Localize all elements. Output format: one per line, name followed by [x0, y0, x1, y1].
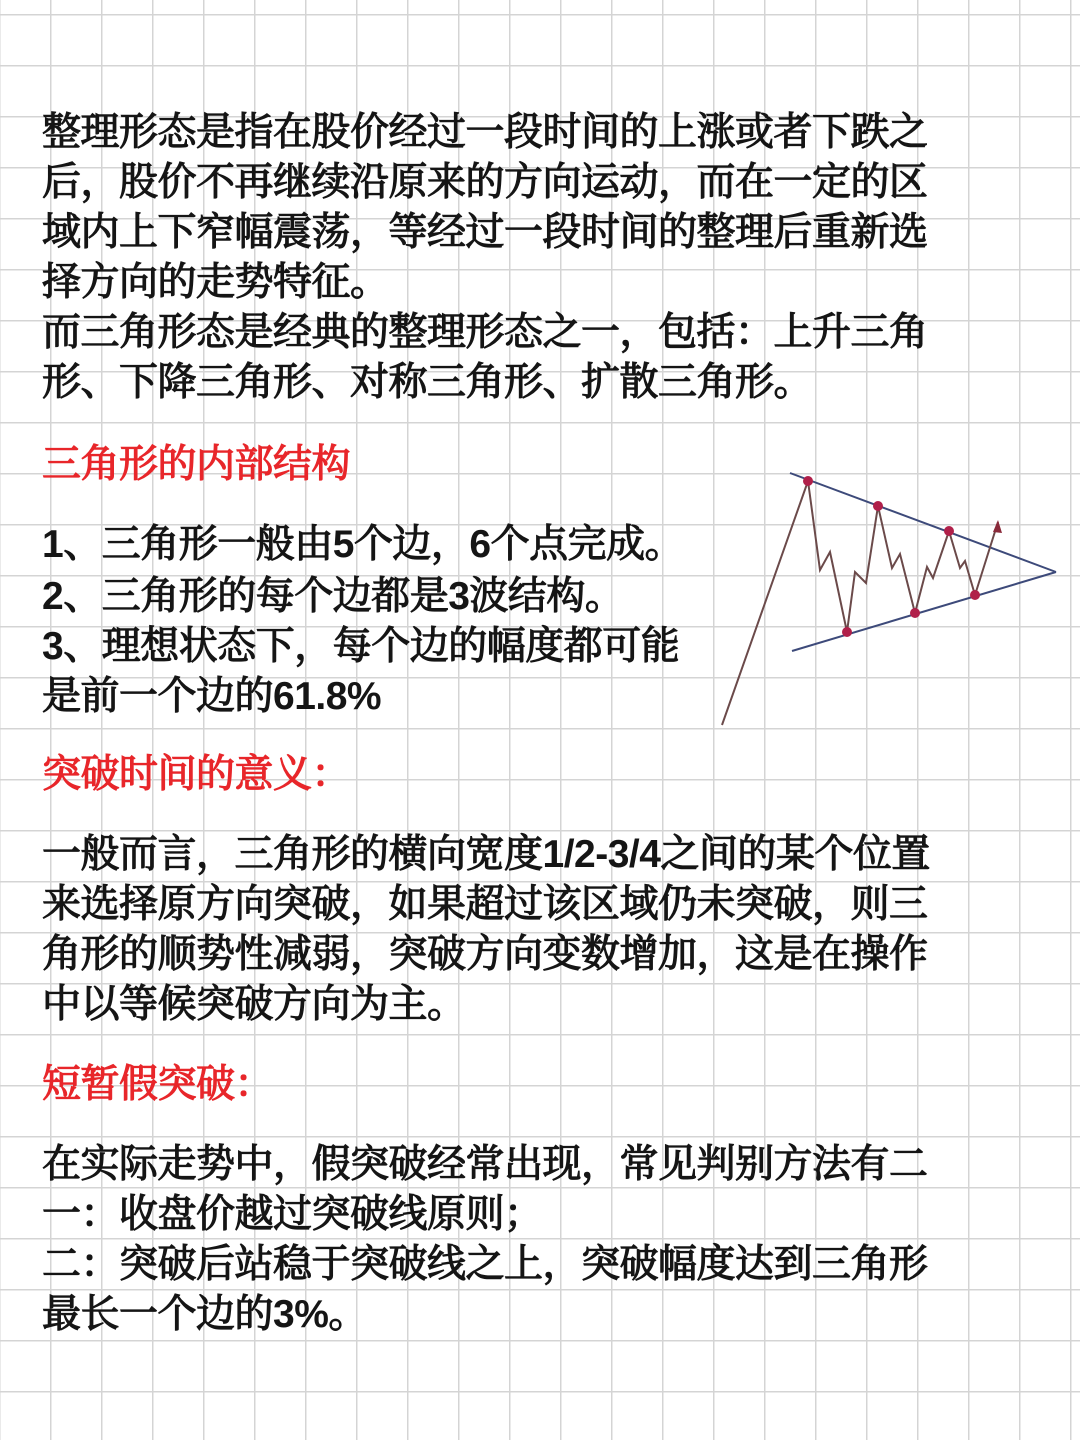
text-line: 一：收盘价越过突破线原则； — [42, 1193, 543, 1236]
upper-trendline — [790, 473, 1056, 572]
text-line: 来选择原方向突破，如果超过该区域仍未突破，则三 — [42, 883, 928, 926]
text-line: 择方向的走势特征。 — [42, 261, 389, 304]
section-heading-false-breakout: 短暂假突破： — [42, 1063, 274, 1106]
text-line: 角形的顺势性减弱，突破方向变数增加，这是在操作 — [42, 933, 928, 976]
text-line: 在实际走势中，假突破经常出现，常见判别方法有二 — [42, 1143, 928, 1186]
pivot-point — [910, 608, 920, 618]
pivot-points — [803, 476, 980, 637]
text-line: 形、下降三角形、对称三角形、扩散三角形。 — [42, 361, 813, 404]
pivot-point — [842, 627, 852, 637]
pivot-point — [944, 526, 954, 536]
price-path — [722, 481, 998, 725]
breakout-arrow-icon — [993, 520, 1002, 533]
text-line: 二：突破后站稳于突破线之上，突破幅度达到三角形 — [42, 1243, 928, 1286]
list-item: 2、三角形的每个边都是3波结构。 — [42, 575, 624, 618]
text-line: 后，股价不再继续沿原来的方向运动，而在一定的区 — [42, 161, 928, 204]
text-line: 中以等候突破方向为主。 — [42, 983, 466, 1026]
pivot-point — [873, 501, 883, 511]
section-heading-structure: 三角形的内部结构 — [42, 443, 351, 486]
text-line: 整理形态是指在股价经过一段时间的上涨或者下跌之 — [42, 111, 928, 154]
text-line: 最长一个边的3%。 — [42, 1293, 367, 1336]
list-item: 1、三角形一般由5个边，6个点完成。 — [42, 523, 684, 566]
list-item: 是前一个边的61.8% — [42, 675, 382, 718]
section-heading-breakout-timing: 突破时间的意义： — [42, 753, 351, 796]
pivot-point — [803, 476, 813, 486]
lower-trendline — [792, 572, 1056, 651]
list-item: 3、理想状态下，每个边的幅度都可能 — [42, 625, 680, 668]
text-line: 一般而言，三角形的横向宽度1/2-3/4之间的某个位置 — [42, 833, 930, 876]
pivot-point — [970, 590, 980, 600]
text-line: 而三角形态是经典的整理形态之一，包括：上升三角 — [42, 311, 928, 354]
text-line: 域内上下窄幅震荡，等经过一段时间的整理后重新选 — [42, 211, 928, 254]
